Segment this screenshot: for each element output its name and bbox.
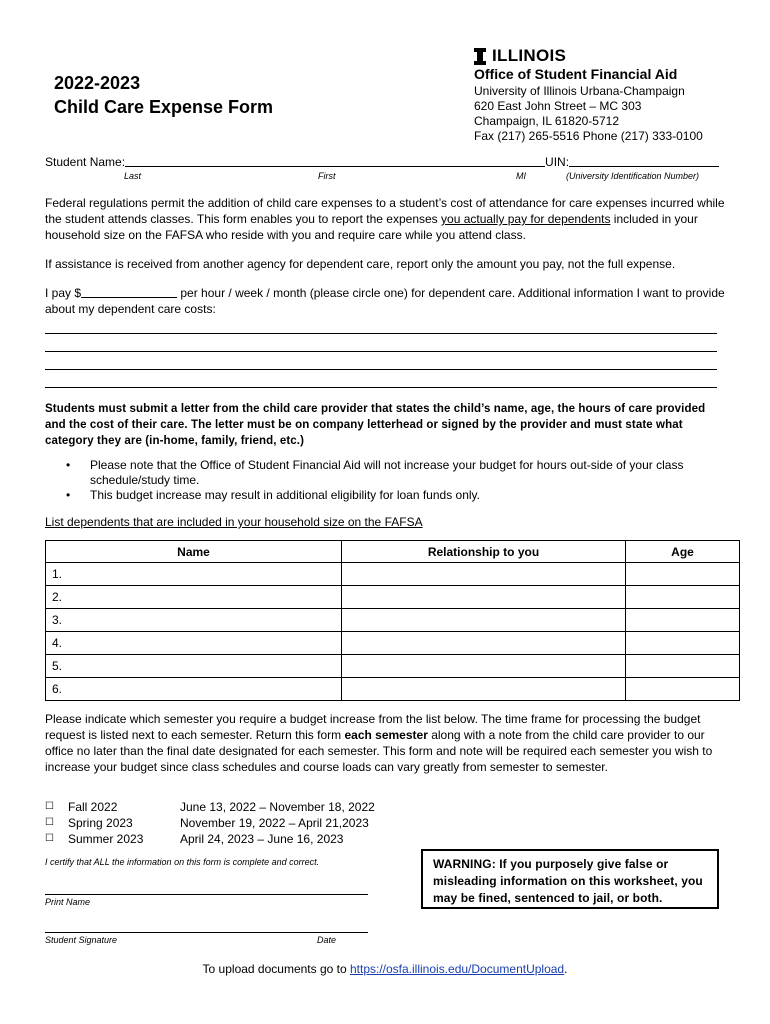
table-row	[46, 655, 740, 678]
checkbox-icon[interactable]: ☐	[45, 833, 54, 844]
table-header-row	[46, 541, 740, 563]
relationship-cell[interactable]	[342, 563, 626, 586]
dependents-heading: List dependents that are included in your household size on the FAFSA	[45, 515, 423, 529]
column-header-name: Name	[46, 541, 342, 563]
form-title-block	[54, 71, 273, 119]
semester-dates: November 19, 2022 – April 21,2023	[180, 816, 369, 830]
age-cell[interactable]	[626, 563, 740, 586]
each-semester-emphasis: each semester	[344, 728, 428, 742]
semester-name: Fall 2022	[68, 800, 118, 814]
upload-link[interactable]: https://osfa.illinois.edu/DocumentUpload	[349, 962, 565, 976]
semester-option-summer[interactable]	[45, 831, 375, 847]
semester-option-spring[interactable]	[45, 815, 375, 831]
office-name: Office of Student Financial Aid	[474, 66, 678, 82]
illinois-logo	[474, 46, 566, 66]
mi-sublabel: MI	[516, 171, 526, 181]
student-name-row	[45, 155, 719, 169]
name-cell[interactable]: 5.	[46, 655, 342, 678]
contact-numbers: Fax (217) 265-5516 Phone (217) 333-0100	[474, 129, 703, 143]
list-item: • This budget increase may result in additional eligibility for loan funds only.	[66, 488, 480, 502]
semester-name: Spring 2023	[68, 816, 133, 830]
emphasis-underline: you actually pay for dependents	[441, 212, 611, 226]
semester-option-fall[interactable]	[45, 799, 375, 815]
table-row	[46, 586, 740, 609]
payment-amount-field[interactable]	[81, 287, 177, 298]
relationship-cell[interactable]	[342, 678, 626, 701]
additional-info-line-2[interactable]	[45, 351, 717, 352]
relationship-cell[interactable]	[342, 632, 626, 655]
relationship-cell[interactable]	[342, 609, 626, 632]
semester-dates: June 13, 2022 – November 18, 2022	[180, 800, 375, 814]
date-label: Date	[317, 935, 337, 945]
student-signature-label: Student Signature	[45, 935, 118, 945]
age-cell[interactable]	[626, 586, 740, 609]
age-cell[interactable]	[626, 655, 740, 678]
dependents-table	[45, 540, 740, 701]
office-address	[474, 65, 703, 144]
warning-box: WARNING: If you purposely give false or misleading information on this worksheet, you may be fined, sentenced to jail, or both.	[421, 849, 719, 909]
semester-dates: April 24, 2023 – June 16, 2023	[180, 832, 344, 846]
table-row	[46, 563, 740, 586]
intro-paragraph: Federal regulations permit the addition of child care expenses to a student’s cost of attendance for care expenses incurred while the student attends classes. This form enables you to report the expenses you actually pay for dependents included in your household size on the FAFSA who reside with you and require care while you attend class.	[45, 196, 725, 242]
name-cell[interactable]: 6.	[46, 678, 342, 701]
provider-letter-requirement: Students must submit a letter from the child care provider that states the child’s name, age, the hours of care provided and the cost of their care. The letter must be on company letterhead or signed by the provider and must state what category they are (in-home, family, friend, etc.)	[45, 403, 706, 447]
form-year: 2022-2023	[54, 73, 141, 93]
relationship-cell[interactable]	[342, 586, 626, 609]
table-row	[46, 678, 740, 701]
checkbox-icon[interactable]: ☐	[45, 801, 54, 812]
form-title: Child Care Expense Form	[54, 97, 274, 117]
university-name: University of Illinois Urbana-Champaign	[474, 84, 685, 98]
semester-instructions: Please indicate which semester you require a budget increase from the list below. The time frame for processing the budget request is listed next to each semester. Return this form each semester along with a note from the child care provider to our office no later than the final date designated for each semester. This form and note will be required each semester you wish to increase your budget since class schedules and course loads can vary greatly from semester to semester.	[45, 712, 713, 774]
name-cell[interactable]: 1.	[46, 563, 342, 586]
additional-info-line-1[interactable]	[45, 333, 717, 334]
uin-sublabel: (University Identification Number)	[566, 171, 700, 181]
additional-info-line-4[interactable]	[45, 387, 717, 388]
payment-paragraph: I pay $ per hour / week / month (please circle one) for dependent care. Additional information I want to provide about my dependent care costs:	[45, 286, 725, 316]
table-row	[46, 632, 740, 655]
city-address: Champaign, IL 61820-5712	[474, 114, 619, 128]
student-name-field[interactable]	[125, 155, 545, 167]
upload-instructions: To upload documents go to https://osfa.illinois.edu/DocumentUpload.	[202, 962, 568, 976]
signature-line[interactable]	[45, 932, 368, 933]
assistance-paragraph: If assistance is received from another agency for dependent care, report only the amount you pay, not the full expense.	[45, 257, 676, 271]
first-sublabel: First	[318, 171, 336, 181]
certification-statement: I certify that ALL the information on this form is complete and correct.	[45, 857, 320, 867]
name-cell[interactable]: 3.	[46, 609, 342, 632]
column-header-relationship: Relationship to you	[342, 541, 626, 563]
relationship-cell[interactable]	[342, 655, 626, 678]
print-name-label: Print Name	[45, 897, 91, 907]
age-cell[interactable]	[626, 609, 740, 632]
age-cell[interactable]	[626, 632, 740, 655]
street-address: 620 East John Street – MC 303	[474, 99, 642, 113]
print-name-line[interactable]	[45, 894, 368, 895]
logo-text: ILLINOIS	[492, 46, 567, 65]
checkbox-icon[interactable]: ☐	[45, 817, 54, 828]
notes-list	[66, 458, 731, 503]
block-i-icon	[474, 48, 486, 65]
list-item: • Please note that the Office of Student Financial Aid will not increase your budget for hours out-side of your class schedule/study time.	[66, 458, 684, 487]
last-sublabel: Last	[124, 171, 142, 181]
table-row	[46, 609, 740, 632]
additional-info-line-3[interactable]	[45, 369, 717, 370]
semester-options	[45, 799, 375, 847]
uin-field[interactable]	[569, 155, 719, 167]
uin-label: UIN:	[545, 155, 570, 169]
age-cell[interactable]	[626, 678, 740, 701]
student-name-label: Student Name:	[45, 155, 126, 169]
semester-name: Summer 2023	[68, 832, 144, 846]
column-header-age: Age	[626, 541, 740, 563]
name-cell[interactable]: 4.	[46, 632, 342, 655]
name-cell[interactable]: 2.	[46, 586, 342, 609]
